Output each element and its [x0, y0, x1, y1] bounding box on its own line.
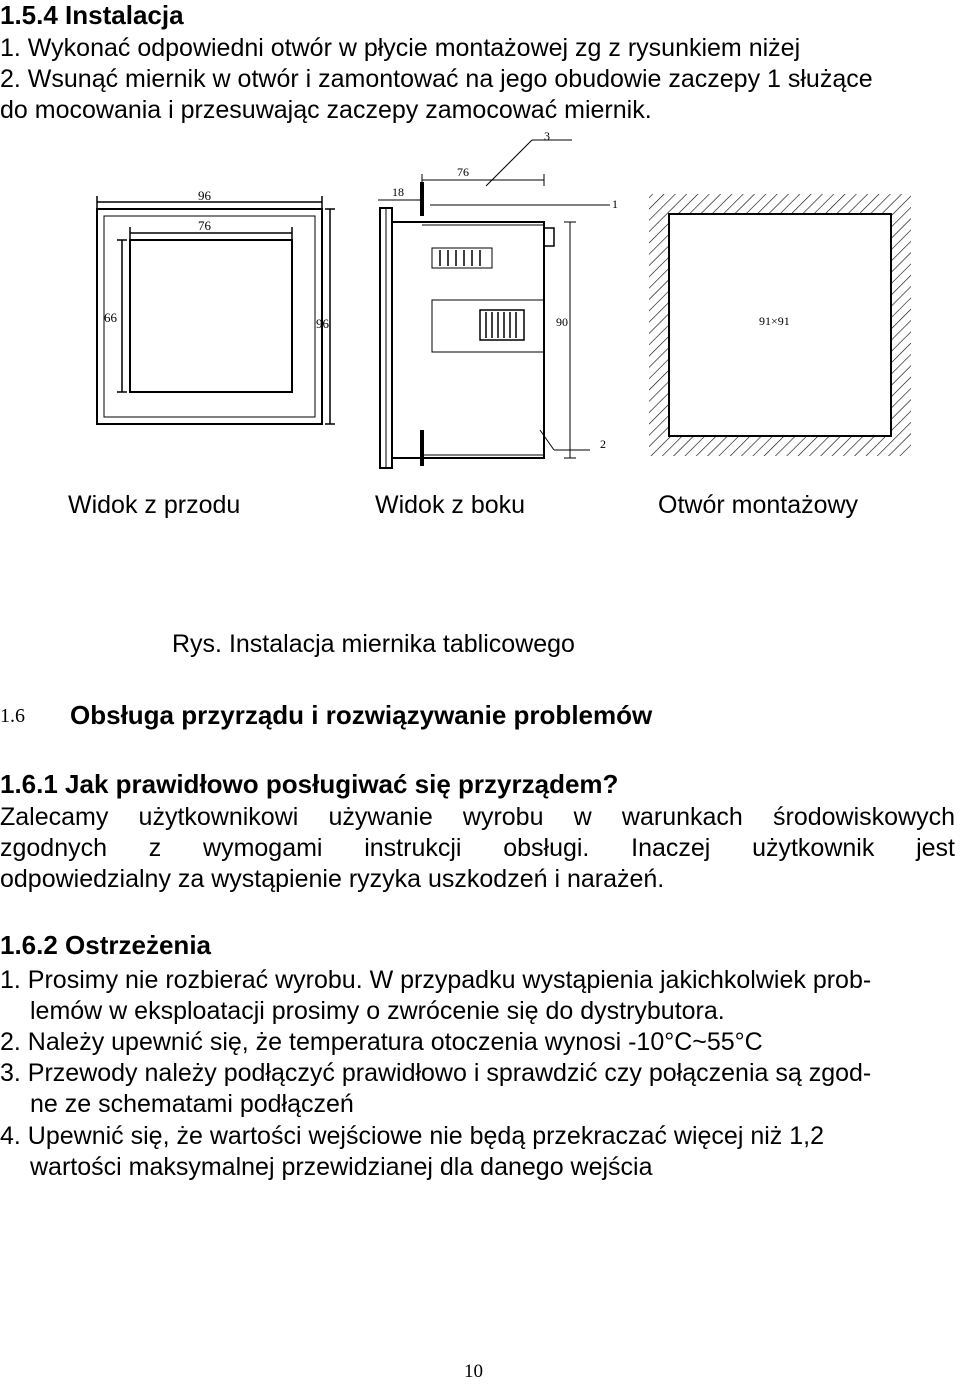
side-view-drawing	[360, 130, 640, 475]
warning-1-line-1: 1. Prosimy nie rozbierać wyrobu. W przypadku wystąpienia jakichkolwiek prob-	[0, 966, 872, 994]
warning-4-line-2: wartości maksymalnej przewidzianej dla danego wejścia	[30, 1153, 653, 1181]
page-number: 10	[464, 1361, 483, 1382]
warning-1-line-2: lemów w eksploatacji prosimy o zwrócenie się do dystrybutora.	[30, 997, 725, 1025]
subsection-heading-warnings: 1.6.2 Ostrzeżenia	[0, 930, 211, 960]
usage-paragraph-line-2: zgodnych z wymogami instrukcji obsługi. Inaczej użytkownik jest	[0, 834, 955, 862]
figure-title: Rys. Instalacja miernika tablicowego	[172, 630, 575, 658]
warning-3-line-1: 3. Przewody należy podłączyć prawidłowo i sprawdzić czy połączenia są zgod-	[0, 1059, 872, 1087]
warning-4-line-1: 4. Upewnić się, że wartości wejściowe nie będą przekraczać więcej niż 1,2	[0, 1122, 824, 1150]
warning-2: 2. Należy upewnić się, że temperatura otoczenia wynosi -10°C~55°C	[0, 1028, 763, 1056]
front-view-drawing	[90, 180, 340, 480]
side-dim-18: 18	[392, 185, 404, 199]
side-callout-2: 2	[600, 437, 606, 451]
caption-front-view: Widok z przodu	[68, 491, 241, 519]
section-number: 1.6	[0, 705, 25, 727]
side-callout-1: 1	[612, 197, 618, 211]
caption-cutout: Otwór montażowy	[658, 491, 859, 519]
side-dim-76: 76	[457, 165, 469, 179]
usage-paragraph-line-1: Zalecamy użytkownikowi używanie wyrobu w warunkach środowiskowych	[0, 803, 955, 831]
usage-paragraph-line-3: odpowiedzialny za wystąpienie ryzyka uszkodzeń i narażeń.	[0, 865, 665, 893]
side-callout-3: 3	[544, 130, 550, 143]
section-heading-install: 1.5.4 Instalacja	[0, 0, 184, 30]
front-dim-inner-height: 66	[104, 310, 117, 325]
subsection-heading-usage: 1.6.1 Jak prawidłowo posługiwać się przyrządem?	[0, 769, 619, 799]
cutout-size-label: 91×91	[759, 314, 790, 328]
install-step-2-line-2: do mocowania i przesuwając zaczepy zamocować miernik.	[0, 96, 652, 124]
install-step-1: 1. Wykonać odpowiedni otwór w płycie montażowej zg z rysunkiem niżej	[0, 34, 801, 62]
caption-side-view: Widok z boku	[375, 491, 526, 519]
section-title: Obsługa przyrządu i rozwiązywanie problemów	[70, 700, 653, 730]
front-dim-outer-height: 96	[316, 316, 329, 331]
front-dim-outer-width: 96	[198, 188, 211, 203]
cutout-drawing	[645, 190, 915, 460]
front-dim-inner-width: 76	[198, 218, 211, 233]
side-dim-90: 90	[556, 315, 568, 329]
install-step-2-line-1: 2. Wsunąć miernik w otwór i zamontować na jego obudowie zaczepy 1 służące	[0, 65, 873, 93]
warning-3-line-2: ne ze schematami podłączeń	[30, 1090, 354, 1118]
